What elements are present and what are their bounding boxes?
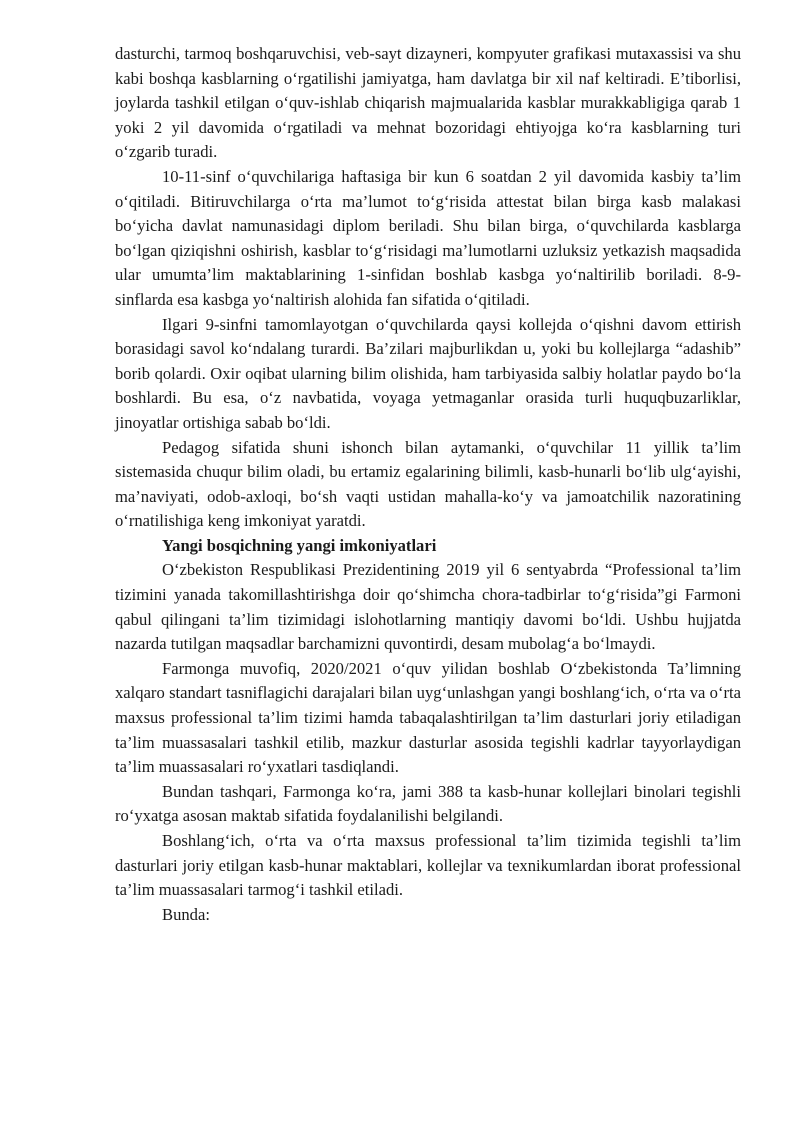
paragraph-bunda: Bunda:: [162, 904, 210, 924]
paragraph-continuation: dasturchi, tarmoq boshqaruvchisi, veb-sayt dizayneri, kompyuter grafikasi mutaxassisi va shu kabi boshqa kasblarning o‘rgatilishi jamiyatga, ham davlatga bir xil naf keltiradi. E’tiborlisi, joylarda tashkil etilgan o‘quv-ishlab chiqarish majmualarida kasblar murakkabligiga qarab 1 yoki 2 yil davomida o‘rgatiladi va mehnat bozoridagi ehtiyojga ko‘ra kasblarning turi o‘zgarib turadi.: [115, 44, 741, 162]
paragraph-presidential-decree: O‘zbekiston Respublikasi Prezidentining 2019 yil 6 sentyabrda “Professional ta’lim tizimini yanada takomillashtirishga doir qo‘shimcha chora-tadbirlar to‘g‘risida”gi Farmoni qabul qilingani ta’lim tizimidagi islohotlarning mantiqiy davomi bo‘ldi. Ushbu hujjatda nazarda tutilgan maqsadlar barchamizni quvontirdi, desam mubolag‘a bo‘lmaydi.: [115, 560, 741, 654]
paragraph-pedagog-opinion: Pedagog sifatida shuni ishonch bilan aytamanki, o‘quvchilar 11 yillik ta’lim sistemasida chuqur bilim oladi, bu ertamiz egalarining bilimli, kasb-hunarli bo‘lib ulg‘ayishi, ma’naviyati, odob-axloqi, bo‘sh vaqti ustidan mahalla-ko‘y va jamoatchilik nazoratining o‘rnatilishiga keng imkoniyat yaratdi.: [115, 437, 741, 531]
paragraph-college-choice: Ilgari 9-sinfni tamomlayotgan o‘quvchilarda qaysi kollejda o‘qishni davom ettirish borasidagi savol ko‘ndalang turardi. Ba’zilari majburlikdan u, yoki bu kollejlarga “adashib” borib qolardi. Oxir oqibat ularning bilim olishida, ham tarbiyasida salbiy holatlar paydo bo‘la boshlardi. Bu esa, o‘z navbatida, voyaga yetmaganlar orasida turli huquqbuzarliklar, jinoyatlar ortishiga sabab bo‘ldi.: [115, 314, 741, 432]
paragraph-decree-provisions: Farmonga muvofiq, 2020/2021 o‘quv yilidan boshlab O‘zbekistonda Ta’limning xalqaro standart tasniflagichi darajalari bilan uyg‘unlashgan yangi boshlang‘ich, o‘rta va o‘rta maxsus professional ta’lim tizimi hamda tabaqalashtirilgan ta’lim dasturlari joriy etiladigan ta’lim muassasalari tashkil etilib, mazkur dasturlar asosida tegishli kadrlar tayyorlaydigan ta’lim muassasalari ro‘yxatlari tasdiqlandi.: [115, 658, 741, 777]
paragraph-professional-network: Boshlang‘ich, o‘rta va o‘rta maxsus professional ta’lim tizimida tegishli ta’lim dasturlari joriy etilgan kasb-hunar maktablari, kollejlar va texnikumlardan iborat professional ta’lim muassasalari tarmog‘i tashkil etiladi.: [115, 831, 741, 900]
paragraph-college-buildings: Bundan tashqari, Farmonga ko‘ra, jami 388 ta kasb-hunar kollejlari binolari tegishli ro‘yxatga asosan maktab sifatida foydalanilishi belgilandi.: [115, 781, 741, 826]
paragraph-vocational-training: 10-11-sinf o‘quvchilariga haftasiga bir kun 6 soatdan 2 yil davomida kasbiy ta’lim o‘qitiladi. Bitiruvchilarga o‘rta ma’lumot to‘g‘risida attestat bilan birga kasb malakasi bo‘yicha davlat namunasidagi diplom beriladi. Shu bilan birga, o‘quvchilarda kasblarga bo‘lgan qiziqishni oshirish, kasblar to‘g‘risidagi ma’lumotlarni uzluksiz yetkazish maqsadida ular umumta’lim maktablarining 1-sinfidan boshlab kasbga yo‘naltirilib boriladi. 8-9-sinflarda esa kasbga yo‘naltirish alohida fan sifatida o‘qitiladi.: [115, 166, 741, 309]
document-page: [115, 42, 741, 927]
section-heading: Yangi bosqichning yangi imkoniyatlari: [162, 535, 437, 555]
